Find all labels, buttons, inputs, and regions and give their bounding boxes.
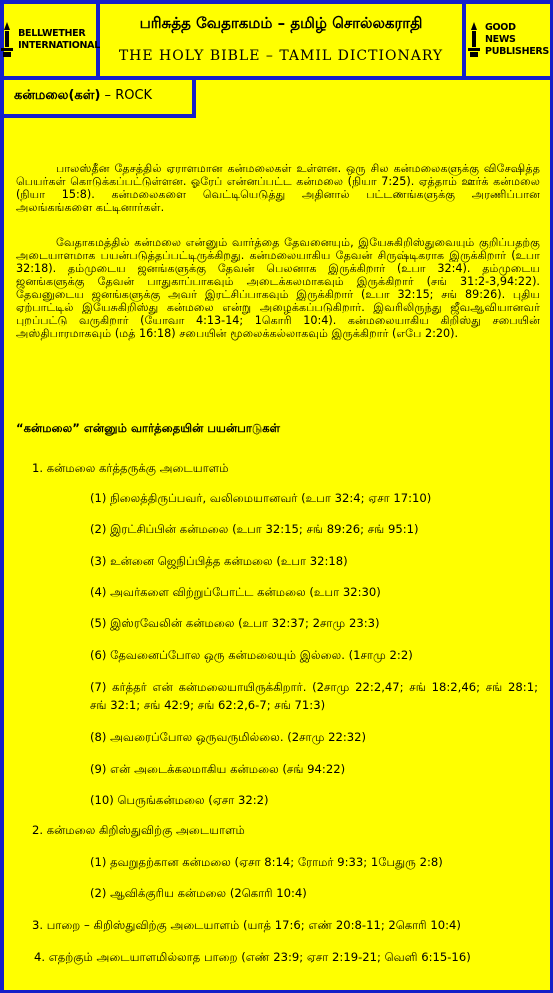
candle-icon — [0, 22, 14, 58]
entry-separator: – — [104, 88, 112, 103]
paragraph — [16, 236, 540, 340]
english-title: THE HOLY BIBLE – TAMIL DICTIONARY — [118, 48, 444, 64]
logo-right-line1: GOOD NEWS — [485, 22, 516, 45]
usage-item: (1) நிலைத்திருப்பவர், வலிமையானவர் (உபா 32:4; ஏசா 17:10) — [90, 491, 432, 505]
good-news-logo — [466, 4, 550, 76]
usage-heading: 2. கன்மலை கிறிஸ்துவிற்கு அடையாளம் — [32, 823, 245, 837]
usage-item: (10) பெருங்கன்மலை (ஏசா 32:2) — [90, 793, 269, 807]
usage-item: (7) கர்த்தர் என் கன்மலையாயிருக்கிறார். (2சாமு 22:2,47; சங் 18:2,46; சங் 28:1; சங் 32:1; சங் 42:9; சங் 62:2,6-7; சங் 71:3) — [90, 680, 538, 712]
logo-left-line1: BELLWETHER — [18, 28, 86, 39]
paragraph-text: பாலஸ்தீன தேசத்தில் ஏராளமான கன்மலைகள் உள்ளன. ஒரு சில கன்மலைகளுக்கு விசேஷித்த பெயர்கள் கொடுக்கப்பட்டுள்ளன. ஓரேப் என்னப்பட்ட கன்மலை (நியா 7:25). ஏத்தாம் ஊர்க் கன்மலை (நியா 15:8). கன்மலைகளை வெட்டியெடுத்து அதினால் பட்டணங்களுக்கு அரணிப்பான அலங்கங்களை கட்டினார்கள். — [16, 162, 540, 214]
entry-translation: ROCK — [115, 88, 153, 103]
usage-heading: 4. எதற்கும் அடையாளமில்லாத பாறை (எண் 23:9; ஏசா 2:19-21; வெளி 6:15-16) — [34, 950, 471, 964]
usage-item: (2) இரட்சிப்பின் கன்மலை (உபா 32:15; சங் 89:26; சங் 95:1) — [90, 522, 419, 536]
logo-left-line2: INTERNATIONAL — [18, 40, 100, 51]
usage-item: (2) ஆவிக்குரிய கன்மலை (2கொரி 10:4) — [90, 886, 307, 900]
bellwether-logo — [4, 4, 100, 76]
usage-item: (1) தவறுதற்கான கன்மலை (ஏசா 8:14; ரோமர் 9:33; 1பேதுரு 2:8) — [90, 855, 443, 869]
usage-heading: 3. பாறை – கிறிஸ்துவிற்கு அடையாளம் (யாத் 17:6; எண் 20:8-11; 2கொரி 10:4) — [32, 918, 461, 932]
usage-item: (9) என் அடைக்கலமாகிய கன்மலை (சங் 94:22) — [90, 762, 346, 776]
entry-word: கன்மலை(கள்) — [14, 88, 101, 103]
usage-item: (3) உன்னை ஜெநிப்பித்த கன்மலை (உபா 32:18) — [90, 554, 348, 568]
entry-body — [4, 118, 550, 990]
title-banner — [100, 4, 462, 76]
tamil-title: பரிசுத்த வேதாகமம் – தமிழ் சொல்லகராதி — [139, 14, 423, 32]
usage-item: (6) தேவனைப்போல ஒரு கன்மலையும் இல்லை. (1சாமு 2:2) — [90, 648, 413, 662]
paragraph-text: வேதாகமத்தில் கன்மலை என்னும் வார்த்தை தேவனையும், இயேசுகிறிஸ்துவையும் குறிப்பதற்கு அடையாளமாக பயன்படுத்தப்பட்டிருக்கிறது. கன்மலையாகிய தேவன் சிருஷ்டிகராக இருக்கிறார் (உபா 32:18). தம்முடைய ஜனங்களுக்கு தேவன் பெலனாக இருக்கிறார் (உபா 32:4). தம்முடைய ஜனங்களுக்கு தேவன் பாதுகாப்பாகவும் அடைக்கலமாகவும் இருக்கிறார் (சங் 31:2-3,94:22). தேவனுடைய ஜனங்களுக்கு அவர் இரட்சிப்பாகவும் இருக்கிறார் (உபா 32:15; சங் 89:26). புதிய ஏற்பாட்டில் இயேசுகிறிஸ்து கன்மலை என்று அழைக்கப்படுகிறார். இவரிலிருந்து ஜீவஆவியானவர் புறப்பட்டு வருகிறார் (யோவா 4:13-14; 1கொரி 10:4). கன்மலையாகிய கிறிஸ்து சபையின் அஸ்திபாரமாகவும் (மத் 16:18) சபையின் மூலைக்கல்லாகவும் இருக்கிறார் (எபே 2:20). — [16, 236, 540, 340]
usage-item: (5) இஸ்ரவேலின் கன்மலை (உபா 32:37; 2சாமு 23:3) — [90, 616, 380, 630]
usage-item: (8) அவரைப்போல ஒருவருமில்லை. (2சாமு 22:32) — [90, 730, 367, 744]
logo-right-line2: PUBLISHERS — [485, 46, 549, 57]
candle-icon — [467, 22, 481, 58]
header-filler — [196, 80, 550, 118]
usage-subheading: “கன்மலை” என்னும் வார்த்தையின் பயன்பாடுகள் — [16, 421, 281, 435]
entry-heading — [4, 80, 192, 114]
usage-item: (4) அவர்களை விற்றுப்போட்ட கன்மலை (உபா 32:30) — [90, 585, 381, 599]
paragraph — [16, 162, 540, 214]
usage-heading: 1. கன்மலை கர்த்தருக்கு அடையாளம் — [32, 461, 229, 475]
